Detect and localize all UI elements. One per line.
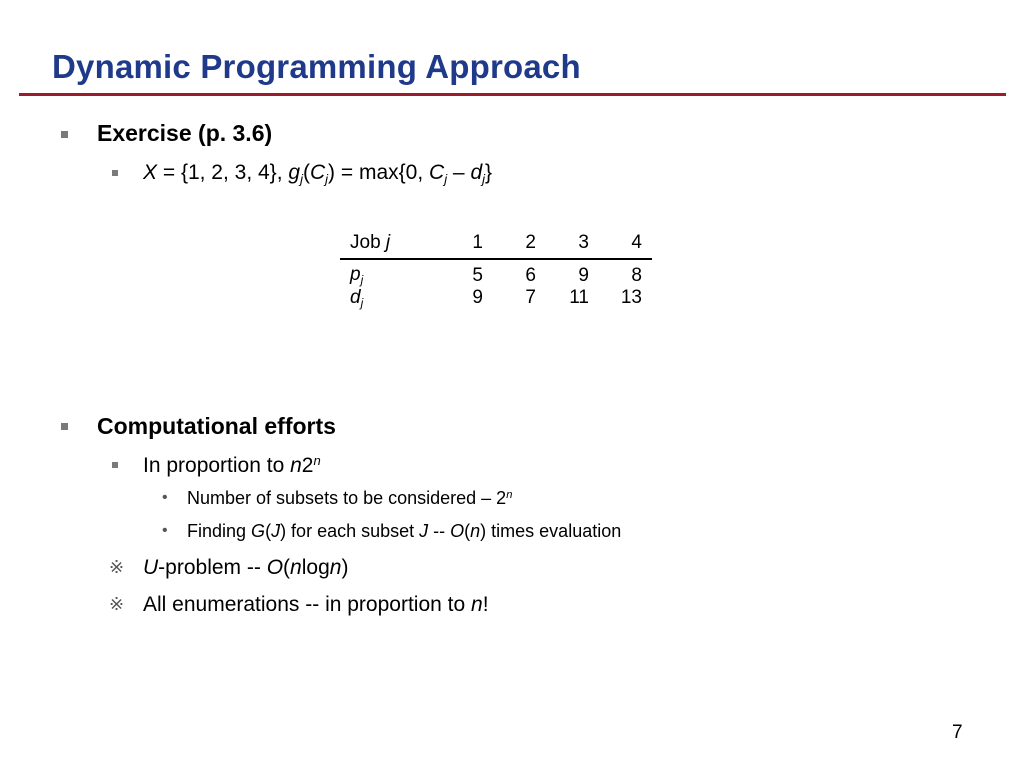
table-cell: 5 bbox=[472, 264, 483, 286]
enumerations-line: All enumerations -- in proportion to n! bbox=[143, 593, 489, 616]
slide-title: Dynamic Programming Approach bbox=[52, 48, 581, 85]
page-number: 7 bbox=[952, 722, 963, 743]
table-cell: 9 bbox=[472, 287, 483, 309]
table-row bbox=[340, 287, 652, 311]
reference-mark-icon: ※ bbox=[109, 557, 125, 577]
finding-line: Finding G(J) for each subset J -- O(n) times evaluation bbox=[187, 521, 622, 541]
subsets-line: Number of subsets to be considered – 2$^n$ bbox=[187, 488, 513, 508]
table-cell: 13 bbox=[620, 287, 642, 309]
job-data-table bbox=[340, 228, 652, 311]
title-divider bbox=[19, 93, 1006, 96]
square-bullet-icon bbox=[112, 170, 118, 176]
table-cell: 7 bbox=[525, 287, 536, 309]
u-problem-line: U-problem -- O(nlogn) bbox=[143, 556, 349, 579]
dot-bullet-icon: • bbox=[162, 489, 168, 506]
square-bullet-icon bbox=[112, 462, 118, 468]
table-cell: 11 bbox=[569, 287, 589, 309]
dot-bullet-icon: • bbox=[162, 522, 168, 539]
exercise-formula: X = {1, 2, 3, 4}, $g_j(C_j) = \max\{0$, $C_j - d_j$} bbox=[143, 161, 493, 187]
table-header-cell: 3 bbox=[536, 228, 589, 259]
row-label: $p_j$ bbox=[350, 264, 364, 288]
row-label: $d_j$ bbox=[350, 287, 364, 311]
table-header-label: Job j bbox=[340, 228, 430, 259]
table-cell: 8 bbox=[631, 264, 642, 286]
exercise-heading: Exercise (p. 3.6) bbox=[97, 120, 273, 146]
proportion-line: In proportion to n2$^n$ bbox=[143, 453, 321, 478]
table-header-row bbox=[340, 228, 652, 259]
table-cell: 6 bbox=[525, 264, 536, 286]
table-header-cell: 2 bbox=[483, 228, 536, 259]
reference-mark-icon: ※ bbox=[109, 594, 125, 614]
table-header-cell: 1 bbox=[430, 228, 483, 259]
table-row bbox=[340, 259, 652, 287]
efforts-heading: Computational efforts bbox=[97, 413, 336, 439]
square-bullet-icon bbox=[61, 423, 68, 430]
table-header-cell: 4 bbox=[589, 228, 652, 259]
square-bullet-icon bbox=[61, 131, 68, 138]
table-cell: 9 bbox=[578, 264, 589, 286]
